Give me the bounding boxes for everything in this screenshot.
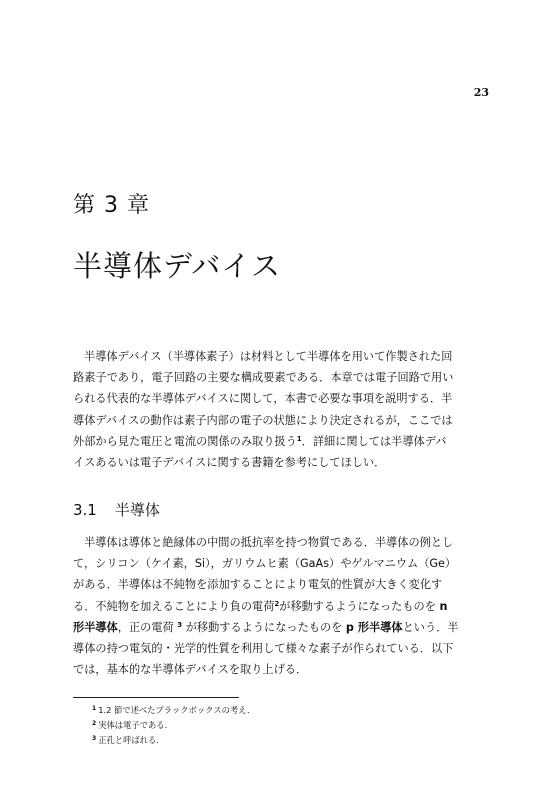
footnote-mark: 1 (92, 705, 97, 712)
section-heading (73, 499, 160, 520)
section-title: 半導体 (114, 501, 160, 519)
intro-line: 半導体デバイス（半導体素子）は材料として半導体を用いて作製された回 (84, 350, 453, 363)
section-line: 導体の持つ電気的・光学的性質を利用して様々な素子が作られている．以下 (73, 642, 454, 656)
section-text: が移動するようになったものを (185, 620, 343, 634)
footnote-2 (92, 718, 255, 733)
intro-line: イスあるいは電子デバイスに関する書籍を参考にしてほしい． (73, 456, 386, 470)
footnote-text: 正孔と呼ばれる． (98, 735, 165, 745)
footnotes (92, 703, 255, 748)
section-line (73, 596, 489, 617)
intro-text: ．詳細に関しては半導体デバ (301, 434, 447, 448)
section-line (73, 617, 489, 638)
section-text: ，正の電荷 (117, 620, 174, 634)
footnote-1 (92, 703, 255, 718)
intro-paragraph (73, 346, 489, 473)
section-paragraph (73, 532, 489, 680)
n-type-letter: n (439, 599, 448, 613)
section-line: がある．半導体は不純物を添加することにより電気的性質が大きく変化す (73, 578, 443, 592)
section-text: が移動するようになったものを (279, 599, 436, 613)
chapter-title: 半導体デバイス (73, 249, 281, 283)
footnote-mark: 3 (92, 735, 97, 742)
intro-line: 導体デバイスの動作は素子内部の電子の状態により決定されるが，ここでは (73, 413, 453, 427)
section-line: て，シリコン（ケイ素，Si），ガリウムヒ素（GaAs）やゲルマニウム（Ge） (73, 557, 457, 571)
n-type-term: 形半導体 (73, 620, 118, 634)
footnote-text: 実体は電子である． (98, 720, 173, 730)
footnote-ref-2[interactable]: 2 (274, 599, 280, 608)
section-line: では，基本的な半導体デバイスを取り上げる． (73, 663, 308, 677)
intro-line: 路素子であり，電子回路の主要な構成要素である．本章では電子回路で用い (73, 371, 454, 385)
page-number: 23 (473, 86, 489, 99)
footnote-ref-3[interactable]: 3 (177, 620, 183, 629)
p-type-term: p 形半導体 (345, 620, 403, 634)
footnote-mark: 2 (92, 720, 97, 727)
footnote-ref-1[interactable]: 1 (296, 434, 302, 443)
footnote-divider (73, 697, 239, 698)
section-number: 3.1 (73, 501, 97, 519)
section-text: という．半 (402, 620, 459, 634)
footnote-3 (92, 733, 255, 748)
intro-line: られる代表的な半導体デバイスに関して，本書で必要な事項を説明する．半 (73, 392, 453, 406)
chapter-label: 第 3 章 (73, 193, 150, 218)
intro-text: 外部から見た電圧と電流の関係のみ取り扱う (73, 434, 297, 448)
intro-line (73, 431, 489, 452)
section-text: る．不純物を加えることにより負の電荷 (73, 599, 275, 613)
section-line: 半導体は導体と絶縁体の中間の抵抗率を持つ物質である．半導体の例とし (84, 536, 454, 549)
footnote-text: 1.2 節で述べたブラックボックスの考え． (98, 705, 256, 715)
